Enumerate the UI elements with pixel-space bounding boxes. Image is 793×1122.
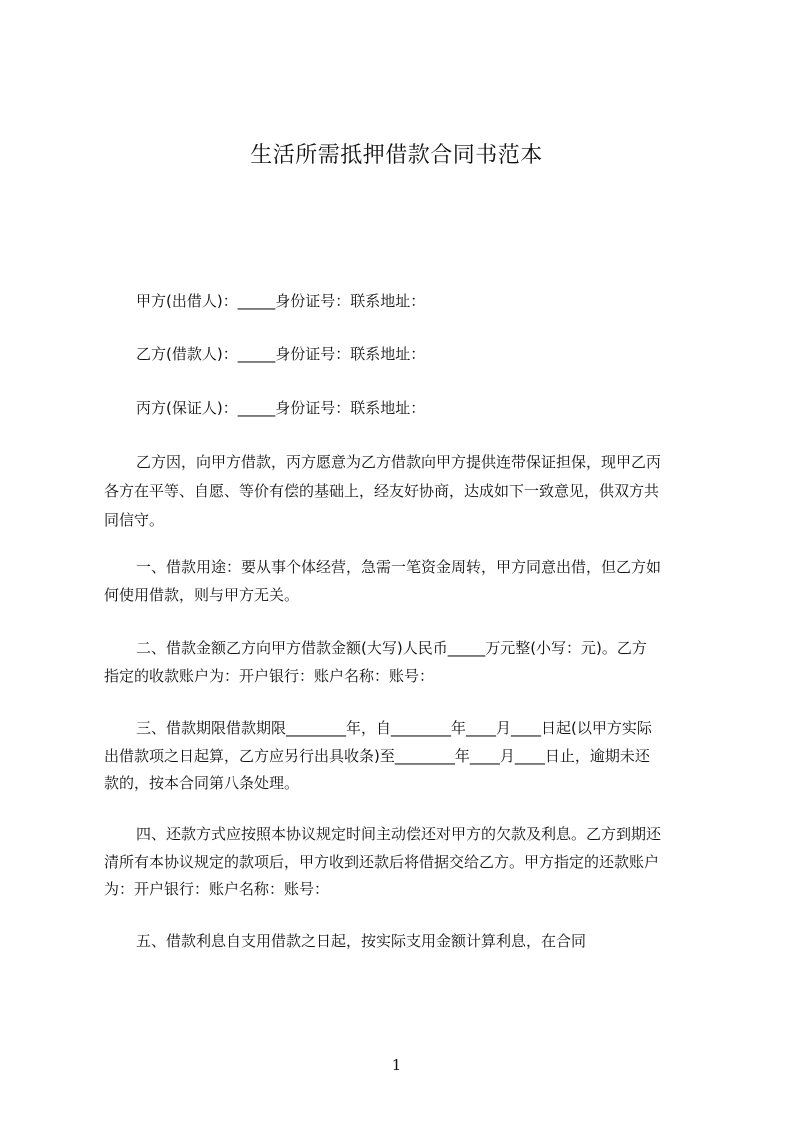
paragraph-line: 同信守。 [104, 511, 165, 529]
paragraph-line: 各方在平等、自愿、等价有偿的基础上，经友好协商，达成如下一致意见，供双方共 [104, 482, 660, 500]
paragraph-line: 款的，按本合同第八条处理。 [104, 774, 300, 792]
paragraph-line: 清所有本协议规定的款项后，甲方收到还款后将借据交给乙方。甲方指定的还款账户 [104, 853, 660, 871]
party-jia: 甲方(出借人)：_____身份证号：联系地址： [136, 292, 426, 310]
paragraph-line: 一、借款用途：要从事个体经营，急需一笔资金周转，甲方同意出借，但乙方如 [136, 558, 662, 576]
paragraph-line: 五、借款利息自支用借款之日起，按实际支用金额计算利息，在合同 [136, 932, 587, 950]
party-yi: 乙方(借款人)：_____身份证号：联系地址： [136, 345, 426, 363]
document-title: 生活所需抵押借款合同书范本 [250, 143, 543, 168]
page-number: 1 [391, 1056, 402, 1074]
party-bing: 丙方(保证人)：_____身份证号：联系地址： [136, 399, 426, 417]
paragraph-line: 出借款项之日起算，乙方应另行出具收条)至________年____月____日止，逾期未还 [104, 747, 650, 765]
paragraph-line: 二、借款金额乙方向甲方借款金额(大写)人民币_____万元整(小写：元)。乙方 [136, 639, 647, 657]
paragraph-line: 何使用借款，则与甲方无关。 [104, 586, 300, 604]
paragraph-line: 三、借款期限借款期限________年，自________年____月____日起(以甲方实际 [136, 719, 652, 737]
paragraph-line: 指定的收款账户为：开户银行：账户名称：账号： [104, 667, 435, 685]
paragraph-line: 为：开户银行：账户名称：账号： [104, 880, 330, 898]
paragraph-line: 四、还款方式应按照本协议规定时间主动偿还对甲方的欠款及利息。乙方到期还 [136, 825, 662, 843]
paragraph-line: 乙方因，向甲方借款，丙方愿意为乙方借款向甲方提供连带保证担保，现甲乙丙 [136, 453, 662, 471]
